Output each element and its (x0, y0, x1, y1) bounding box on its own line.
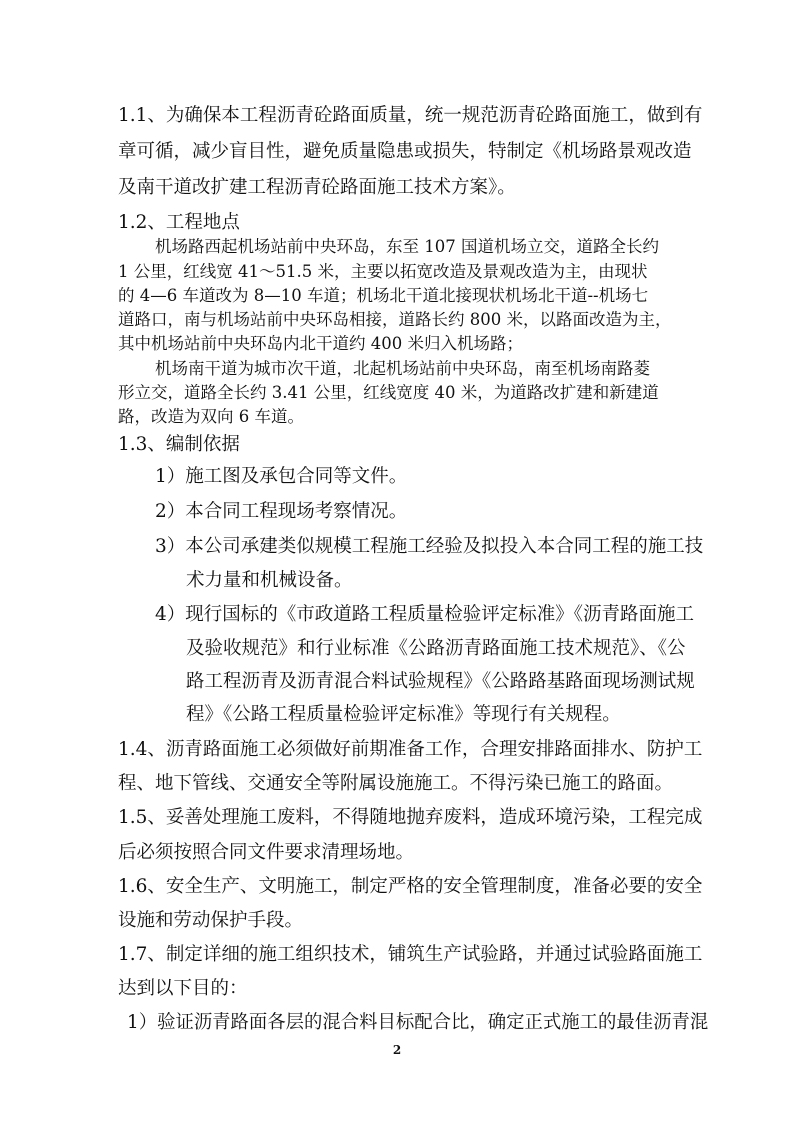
text-line: 及南干道改扩建工程沥青砼路面施工技术方案》。 (118, 177, 516, 198)
page-number: 2 (392, 1043, 402, 1057)
text-line: 1.1、为确保本工程沥青砼路面质量，统一规范沥青砼路面施工，做到有 (118, 105, 703, 126)
section-heading: 1.2、工程地点 (118, 212, 240, 233)
text-line: 章可循，减少盲目性，避免质量隐患或损失，特制定《机场路景观改造 (118, 141, 692, 162)
list-item: 1）施工图及承包合同等文件。 (155, 466, 408, 487)
text-line: 1.5、妥善处理施工废料，不得随地抛弃废料，造成环境污染，工程完成 (118, 807, 703, 828)
text-line: 形立交，道路全长约 3.41 公里，红线宽度 40 米，为道路改扩建和新建道 (118, 383, 659, 402)
text-line: 1.4、沥青路面施工必须做好前期准备工作，合理安排路面排水、防护工 (118, 739, 703, 760)
text-line: 的 4—6 车道改为 8—10 车道；机场北干道北接现状机场北干道--机场七 (118, 286, 649, 305)
text-line: 达到以下目的： (118, 978, 248, 999)
text-line: 道路口，南与机场站前中央环岛相接，道路长约 800 米，以路面改造为主， (118, 310, 672, 329)
text-line: 机场路西起机场站前中央环岛，东至 107 国道机场立交，道路全长约 (155, 237, 659, 256)
text-line: 其中机场站前中央环岛内北干道约 400 米归入机场路； (118, 334, 523, 353)
text-line: 1.6、安全生产、文明施工，制定严格的安全管理制度，准备必要的安全 (118, 876, 703, 897)
list-item-continuation: 术力量和机械设备。 (186, 570, 353, 591)
list-item-continuation: 及验收规范》和行业标准《公路沥青路面施工技术规范》、《公 (186, 638, 686, 659)
text-line: 1 公里，红线宽 41～51.5 米，主要以拓宽改造及景观改造为主，由现状 (118, 262, 648, 281)
section-heading: 1.3、编制依据 (118, 434, 240, 455)
list-item-continuation: 路工程沥青及沥青混合料试验规程》《公路路基路面现场测试规 (186, 671, 695, 692)
text-line: 路，改造为双向 6 车道。 (118, 407, 304, 426)
text-line: 后必须按照合同文件要求清理场地。 (118, 842, 415, 863)
text-line: 程、地下管线、交通安全等附属设施施工。不得污染已施工的路面。 (118, 773, 674, 794)
list-item: 1）验证沥青路面各层的混合料目标配合比，确定正式施工的最佳沥青混 (127, 1012, 709, 1033)
text-line: 机场南干道为城市次干道，北起机场站前中央环岛，南至机场南路菱 (155, 359, 650, 378)
text-line: 1.7、制定详细的施工组织技术，铺筑生产试验路，并通过试验路面施工 (118, 944, 703, 965)
list-item: 2）本合同工程现场考察情况。 (155, 501, 408, 522)
list-item: 4）现行国标的《市政道路工程质量检验评定标准》《沥青路面施工 (155, 604, 695, 625)
list-item: 3）本公司承建类似规模工程施工经验及拟投入本合同工程的施工技 (155, 536, 704, 557)
text-line: 设施和劳动保护手段。 (118, 910, 304, 931)
list-item-continuation: 程》《公路工程质量检验评定标准》等现行有关规程。 (186, 704, 621, 725)
